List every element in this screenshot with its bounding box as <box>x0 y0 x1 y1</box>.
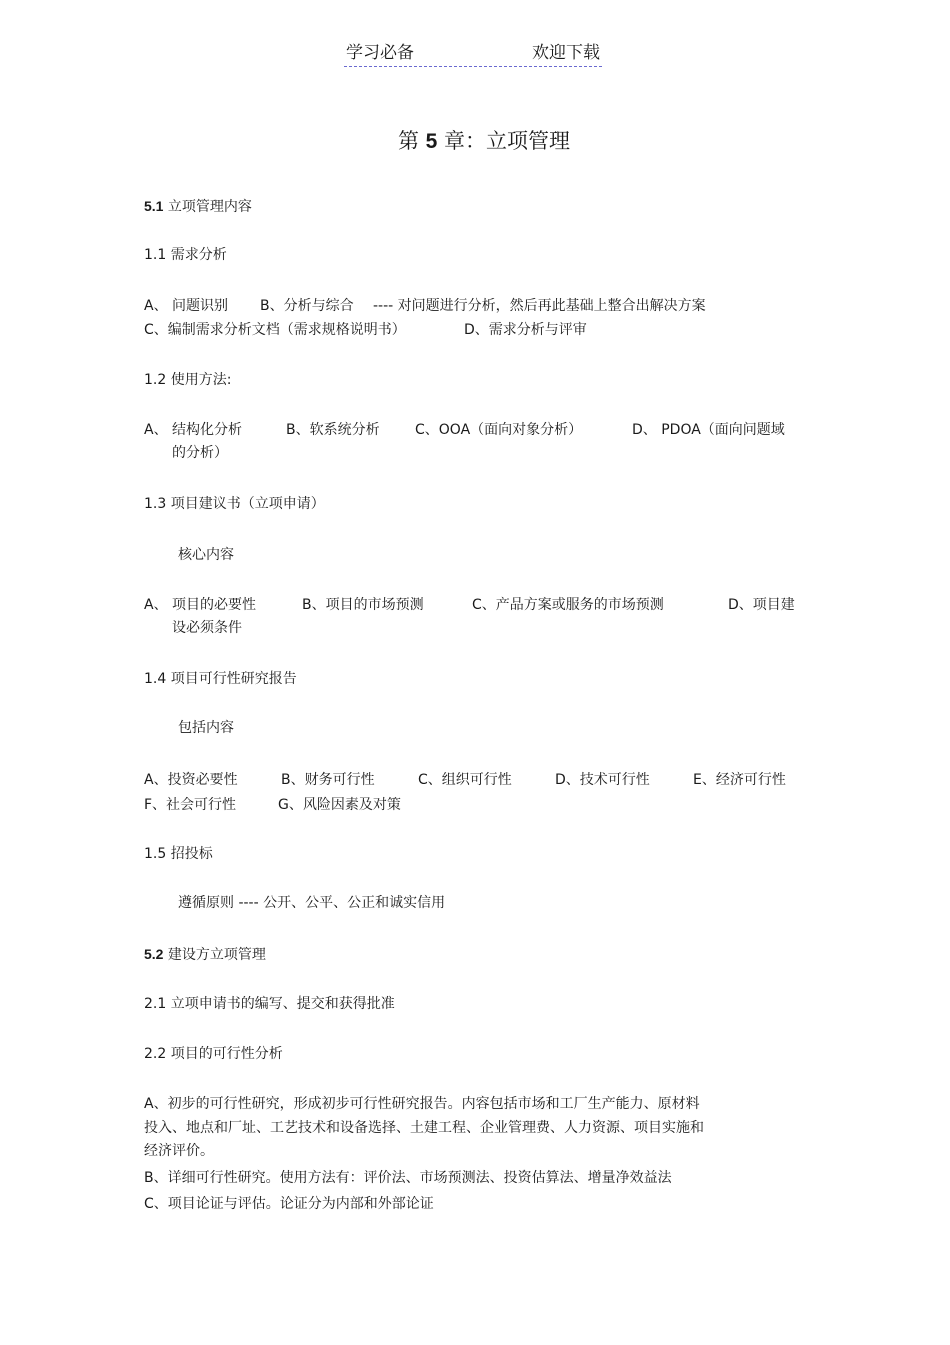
item-analysis-synthesis-desc: ---- 对问题进行分析，然后再此基础上整合出解决方案 <box>373 298 706 314</box>
header-left-text: 学习必备 <box>346 43 414 63</box>
item-construction-conditions: D、项目建 <box>728 597 795 613</box>
paragraph-line: 投入、地点和厂址、工艺技术和设备选择、土建工程、企业管理费、人力资源、项目实施和 <box>144 1120 704 1136</box>
paragraph-project-evaluation: C、项目论证与评估。论证分为内部和外部论证 <box>144 1196 434 1212</box>
section-5-1-heading <box>144 196 252 217</box>
subsection-2-1-heading: 2.1 立项申请书的编写、提交和获得批准 <box>144 996 395 1012</box>
item-requirements-review: D、需求分析与评审 <box>464 322 587 338</box>
subsection-1-1-heading: 1.1 需求分析 <box>144 247 227 263</box>
item-requirements-doc: C、编制需求分析文档（需求规格说明书） <box>144 322 406 338</box>
bidding-principles: 遵循原则 ---- 公开、公平、公正和诚实信用 <box>178 895 446 911</box>
item-pdoa-continued: 的分析） <box>172 445 228 461</box>
chapter-number: 5 <box>425 130 438 153</box>
item-social-feasibility: F、社会可行性 <box>144 797 237 813</box>
header-right-text: 欢迎下载 <box>532 43 600 63</box>
subsection-1-4-heading: 1.4 项目可行性研究报告 <box>144 671 297 687</box>
item-soft-system-analysis: B、软系统分析 <box>286 422 380 438</box>
item-problem-identification: A、 问题识别 <box>144 298 229 314</box>
subheading-core-content: 核心内容 <box>178 547 234 563</box>
section-number: 5.1 <box>144 198 164 214</box>
item-structured-analysis: A、 结构化分析 <box>144 422 243 438</box>
section-label: 立项管理内容 <box>167 199 252 215</box>
item-technical-feasibility: D、技术可行性 <box>555 772 650 788</box>
item-investment-necessity: A、投资必要性 <box>144 772 238 788</box>
page-header <box>344 42 602 67</box>
chapter-title-prefix: 第 <box>397 129 419 153</box>
item-construction-conditions-continued: 设必须条件 <box>172 620 242 636</box>
item-market-forecast: B、项目的市场预测 <box>302 597 424 613</box>
section-5-2-heading <box>144 944 266 965</box>
subsection-2-2-heading: 2.2 项目的可行性分析 <box>144 1046 283 1062</box>
item-ooa: C、OOA（面向对象分析） <box>415 422 583 438</box>
item-economic-feasibility: E、经济可行性 <box>693 772 786 788</box>
item-risk-factors: G、风险因素及对策 <box>278 797 401 813</box>
paragraph-line: 经济评价。 <box>144 1143 214 1159</box>
chapter-title-suffix: 章：立项管理 <box>444 129 571 153</box>
item-financial-feasibility: B、财务可行性 <box>281 772 375 788</box>
section-number: 5.2 <box>144 946 164 962</box>
paragraph-detailed-study: B、详细可行性研究。使用方法有：评价法、市场预测法、投资估算法、增量净效益法 <box>144 1170 672 1186</box>
item-project-necessity: A、 项目的必要性 <box>144 597 257 613</box>
section-label: 建设方立项管理 <box>167 947 266 963</box>
item-product-plan-forecast: C、产品方案或服务的市场预测 <box>472 597 664 613</box>
item-analysis-synthesis: B、分析与综合 <box>260 298 354 314</box>
subsection-1-3-heading: 1.3 项目建议书（立项申请） <box>144 496 325 512</box>
item-organizational-feasibility: C、组织可行性 <box>418 772 512 788</box>
subsection-1-5-heading: 1.5 招投标 <box>144 846 213 862</box>
chapter-title <box>0 127 950 156</box>
subheading-included-content: 包括内容 <box>178 720 234 736</box>
item-pdoa: D、 PDOA（面向问题域 <box>632 422 785 438</box>
paragraph-line: A、初步的可行性研究，形成初步可行性研究报告。内容包括市场和工厂生产能力、原材料 <box>144 1096 700 1112</box>
subsection-1-2-heading: 1.2 使用方法: <box>144 372 232 388</box>
